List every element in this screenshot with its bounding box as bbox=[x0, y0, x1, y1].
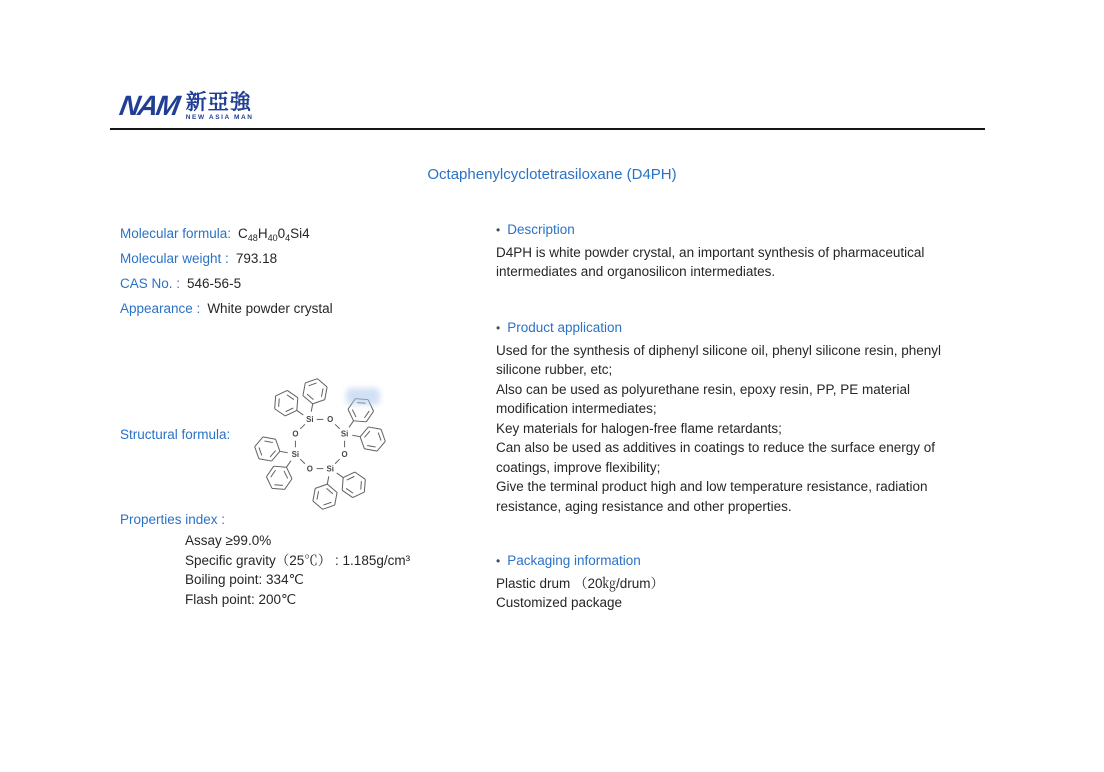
property-assay: Assay ≥99.0% bbox=[185, 533, 272, 548]
watermark-smudge bbox=[346, 388, 380, 405]
cas-no-value: 546-56-5 bbox=[187, 276, 242, 291]
property-flash-point: Flash point: 200℃ bbox=[185, 591, 297, 607]
logo-chinese-name: 新亞強 bbox=[185, 91, 252, 114]
spec-row-cas-no bbox=[120, 271, 492, 296]
svg-text:O: O bbox=[341, 449, 348, 459]
properties-index-heading: Properties index : bbox=[120, 512, 226, 527]
application-body bbox=[496, 341, 984, 517]
structural-formula-label: Structural formula: bbox=[120, 427, 231, 442]
spec-row-appearance bbox=[120, 296, 492, 321]
svg-text:Si: Si bbox=[326, 464, 334, 474]
packaging-heading-row bbox=[496, 551, 984, 572]
bullet-icon: • bbox=[496, 321, 501, 335]
application-item: Used for the synthesis of diphenyl silicone oil, phenyl silicone resin, phenyl silicone rubber, etc; bbox=[496, 342, 941, 377]
appearance-value: White powder crystal bbox=[207, 301, 333, 316]
svg-text:Si: Si bbox=[291, 449, 300, 459]
application-heading: Product application bbox=[507, 320, 623, 335]
molecular-formula-label: Molecular formula: bbox=[120, 226, 232, 241]
svg-text:Si: Si bbox=[340, 429, 349, 439]
svg-text:O: O bbox=[327, 415, 334, 425]
logo-text-block bbox=[186, 92, 254, 121]
properties-index-list bbox=[185, 531, 410, 609]
molecular-weight-value: 793.18 bbox=[235, 251, 278, 266]
spec-row-molecular-weight bbox=[120, 246, 492, 271]
spec-list bbox=[120, 221, 492, 321]
application-item: Can also be used as additives in coatings to reduce the surface energy of coatings, improve flexibility; bbox=[496, 440, 936, 475]
appearance-label: Appearance : bbox=[120, 301, 201, 316]
logo-tagline: NEW ASIA MAN bbox=[185, 114, 254, 121]
header-divider bbox=[110, 128, 985, 130]
svg-text:Si: Si bbox=[306, 415, 314, 425]
description-heading: Description bbox=[507, 222, 575, 237]
packaging-body bbox=[496, 574, 984, 613]
packaging-section bbox=[496, 551, 984, 613]
packaging-item: Customized package bbox=[496, 595, 623, 610]
cas-no-label: CAS No. : bbox=[120, 276, 181, 291]
application-heading-row bbox=[496, 318, 984, 339]
bullet-icon: • bbox=[496, 223, 501, 237]
application-item: Also can be used as polyurethane resin, epoxy resin, PP, PE material modification intermediates; bbox=[496, 381, 910, 416]
property-specific-gravity: Specific gravity（25℃） : 1.185g/cm³ bbox=[185, 552, 411, 568]
bullet-icon: • bbox=[496, 554, 501, 568]
company-logo bbox=[117, 90, 254, 121]
molecular-weight-label: Molecular weight : bbox=[120, 251, 229, 266]
page-title: Octaphenylcyclotetrasiloxane (D4PH) bbox=[427, 166, 677, 183]
svg-text:O: O bbox=[306, 464, 313, 474]
property-boiling-point: Boiling point: 334℃ bbox=[185, 572, 304, 588]
spec-row-molecular-formula bbox=[120, 221, 492, 246]
description-section bbox=[496, 220, 984, 282]
application-item: Key materials for halogen-free flame retardants; bbox=[496, 420, 782, 436]
logo-acronym: NAM bbox=[117, 90, 181, 121]
description-heading-row bbox=[496, 220, 984, 241]
description-body: D4PH is white powder crystal, an important synthesis of pharmaceutical intermediates and organosilicon intermediates. bbox=[496, 244, 925, 279]
svg-text:O: O bbox=[292, 429, 299, 439]
application-item: Give the terminal product high and low temperature resistance, radiation resistance, aging resistance and other properties. bbox=[496, 479, 928, 514]
molecular-formula-value: $C_{48}H_{40}0_4Si4$ bbox=[238, 226, 310, 243]
packaging-item: Plastic drum （20㎏/drum） bbox=[496, 575, 665, 591]
product-application-section bbox=[496, 318, 984, 516]
packaging-heading: Packaging information bbox=[507, 553, 641, 568]
